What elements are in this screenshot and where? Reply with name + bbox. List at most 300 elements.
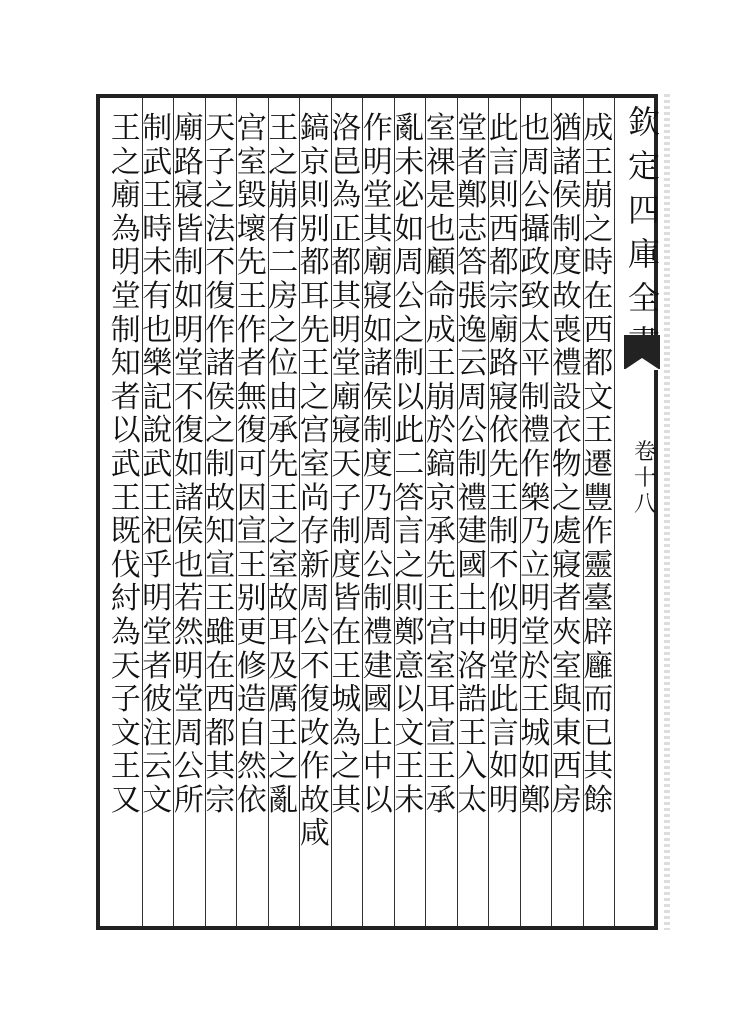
- character: 其: [331, 782, 362, 818]
- character: 宫: [236, 111, 267, 146]
- character: 禮: [457, 480, 488, 516]
- character: 之: [394, 547, 425, 583]
- character: 耳: [425, 682, 456, 718]
- character: 侯: [205, 379, 236, 415]
- character: 制: [110, 312, 141, 348]
- character: 修: [236, 648, 267, 684]
- character: 明: [173, 312, 204, 348]
- character: 城: [331, 682, 362, 718]
- character: 不: [173, 379, 204, 415]
- character: 則: [299, 178, 330, 214]
- character: 制: [331, 514, 362, 550]
- character: 王: [110, 111, 141, 146]
- character: 若: [173, 581, 204, 617]
- character: 命: [425, 278, 456, 314]
- character: 以: [394, 682, 425, 718]
- character: 中: [362, 749, 393, 785]
- character: 武: [142, 144, 173, 180]
- character: 承: [425, 514, 456, 550]
- character: 作: [205, 312, 236, 348]
- character: 制: [551, 211, 582, 247]
- character: 房: [268, 278, 299, 314]
- character: 耳: [299, 278, 330, 314]
- character: 以: [362, 782, 393, 818]
- character: 知: [110, 346, 141, 382]
- character: 室: [236, 144, 267, 180]
- character: 未: [394, 144, 425, 180]
- character: 在: [583, 278, 614, 314]
- character: 豐: [583, 480, 614, 516]
- character: 堂: [142, 614, 173, 650]
- character: 故: [268, 581, 299, 617]
- character: 王: [425, 346, 456, 382]
- character: 如: [488, 749, 519, 785]
- character: 張: [457, 278, 488, 314]
- character: 别: [299, 211, 330, 247]
- character: 王: [299, 346, 330, 382]
- character: 注: [142, 715, 173, 751]
- character: 改: [299, 715, 330, 751]
- character: 法: [205, 211, 236, 247]
- character: 不: [205, 245, 236, 281]
- character: 度: [551, 245, 582, 281]
- character: 武: [142, 446, 173, 482]
- character: 制: [362, 581, 393, 617]
- character: 卷: [633, 440, 656, 465]
- character: 政: [520, 245, 551, 281]
- character: 王: [488, 480, 519, 516]
- character: 二: [394, 446, 425, 482]
- character: 庫: [627, 235, 660, 273]
- character: 之: [268, 144, 299, 180]
- character: 作: [362, 111, 393, 146]
- character: 京: [425, 480, 456, 516]
- character: 禮: [520, 413, 551, 449]
- character: 之: [110, 144, 141, 180]
- character: 堂: [457, 111, 488, 146]
- character: 西: [205, 682, 236, 718]
- juan-number: [630, 440, 660, 518]
- character: 又: [110, 782, 141, 818]
- character: 存: [299, 514, 330, 550]
- character: 土: [457, 581, 488, 617]
- character: 厲: [268, 682, 299, 718]
- character: 之: [331, 749, 362, 785]
- character: 說: [142, 413, 173, 449]
- character: 王: [583, 413, 614, 449]
- character: 宣: [236, 514, 267, 550]
- character: 王: [268, 480, 299, 516]
- character: 度: [362, 446, 393, 482]
- character: 物: [551, 446, 582, 482]
- character: 不: [299, 648, 330, 684]
- character: 鄭: [520, 782, 551, 818]
- character: 之: [268, 514, 299, 550]
- character: 文: [142, 782, 173, 818]
- character: 十: [633, 466, 656, 491]
- character: 於: [520, 648, 551, 684]
- character: 廟: [488, 312, 519, 348]
- character: 公: [362, 547, 393, 583]
- character: 路: [173, 144, 204, 180]
- character: 云: [142, 749, 173, 785]
- character: 宫: [299, 413, 330, 449]
- character: 未: [142, 245, 173, 281]
- character: 寢: [331, 413, 362, 449]
- character: 顧: [425, 245, 456, 281]
- character: 崩: [268, 178, 299, 214]
- character: 意: [394, 648, 425, 684]
- character: 壞: [236, 211, 267, 247]
- character: 故: [205, 480, 236, 516]
- character: 天: [331, 446, 362, 482]
- character: 西: [488, 211, 519, 247]
- character: 答: [457, 245, 488, 281]
- character: 明: [110, 245, 141, 281]
- character: 廟: [362, 245, 393, 281]
- character: 成: [583, 111, 614, 146]
- character: 雖: [205, 614, 236, 650]
- character: 者: [110, 379, 141, 415]
- character: 堂: [520, 614, 551, 650]
- character: 者: [551, 581, 582, 617]
- character: 靈: [583, 547, 614, 583]
- character: 周: [362, 514, 393, 550]
- character: 乎: [142, 547, 173, 583]
- character: 之: [268, 312, 299, 348]
- character: 復: [205, 278, 236, 314]
- character: 也: [425, 211, 456, 247]
- character: 言: [394, 514, 425, 550]
- character: 如: [173, 446, 204, 482]
- character: 王: [425, 581, 456, 617]
- character: 在: [205, 648, 236, 684]
- character: 其: [362, 211, 393, 247]
- character: 皆: [173, 211, 204, 247]
- character: 鄭: [394, 614, 425, 650]
- character: 其: [583, 749, 614, 785]
- character: 作: [583, 514, 614, 550]
- character: 處: [551, 514, 582, 550]
- character: 先: [488, 446, 519, 482]
- character: 子: [331, 480, 362, 516]
- character: 之: [394, 312, 425, 348]
- character: 全: [627, 279, 660, 317]
- character: 别: [236, 581, 267, 617]
- character: 祀: [142, 514, 173, 550]
- character: 王: [583, 144, 614, 180]
- character: 之: [551, 480, 582, 516]
- character: 更: [236, 614, 267, 650]
- character: 制: [142, 111, 173, 146]
- character: 制: [362, 413, 393, 449]
- character: 堂: [488, 648, 519, 684]
- character: 之: [299, 379, 330, 415]
- character: 是: [425, 178, 456, 214]
- character: 王: [205, 581, 236, 617]
- character: 寢: [362, 278, 393, 314]
- character: 諸: [362, 346, 393, 382]
- character: 辟: [583, 614, 614, 650]
- character: 有: [268, 211, 299, 247]
- character: 廱: [583, 648, 614, 684]
- character: 於: [425, 413, 456, 449]
- character: 廟: [331, 379, 362, 415]
- character: 可: [236, 446, 267, 482]
- character: 之: [268, 749, 299, 785]
- character: 明: [362, 144, 393, 180]
- character: 王: [236, 278, 267, 314]
- character: 制: [520, 379, 551, 415]
- character: 王: [425, 749, 456, 785]
- character: 王: [142, 480, 173, 516]
- character: 王: [110, 480, 141, 516]
- character: 似: [488, 581, 519, 617]
- character: 樂: [520, 480, 551, 516]
- character: 堂: [362, 178, 393, 214]
- character: 也: [520, 111, 551, 146]
- character: 耳: [268, 614, 299, 650]
- character: 及: [268, 648, 299, 684]
- character: 四: [627, 191, 660, 229]
- character: 明: [331, 312, 362, 348]
- character: 時: [142, 211, 173, 247]
- character: 周: [457, 379, 488, 415]
- character: 西: [583, 312, 614, 348]
- character: 王: [268, 715, 299, 751]
- character: 如: [394, 211, 425, 247]
- character: 逸: [457, 312, 488, 348]
- character: 亂: [268, 782, 299, 818]
- character: 明: [173, 648, 204, 684]
- character: 王: [110, 749, 141, 785]
- character: 明: [520, 581, 551, 617]
- character: 依: [488, 413, 519, 449]
- character: 如: [173, 278, 204, 314]
- character: 則: [394, 581, 425, 617]
- character: 新: [299, 547, 330, 583]
- character: 咸: [299, 816, 330, 852]
- character: 有: [142, 278, 173, 314]
- character: 崩: [425, 379, 456, 415]
- character: 先: [425, 547, 456, 583]
- character: 也: [173, 547, 204, 583]
- character: 鎬: [299, 111, 330, 146]
- character: 周: [173, 715, 204, 751]
- character: 知: [205, 514, 236, 550]
- character: 建: [362, 648, 393, 684]
- character: 都: [331, 245, 362, 281]
- character: 廟: [110, 178, 141, 214]
- character: 王: [457, 715, 488, 751]
- character: 則: [488, 178, 519, 214]
- character: 天: [205, 111, 236, 146]
- character: 然: [236, 749, 267, 785]
- text-column: [103, 112, 149, 817]
- book-title-margin: [624, 100, 664, 364]
- character: 城: [520, 715, 551, 751]
- character: 以: [394, 379, 425, 415]
- character: 邑: [331, 144, 362, 180]
- character: 成: [425, 312, 456, 348]
- character: 設: [551, 379, 582, 415]
- character: 之: [583, 211, 614, 247]
- character: 自: [236, 715, 267, 751]
- character: 在: [331, 614, 362, 650]
- character: 公: [173, 749, 204, 785]
- character: 崩: [583, 178, 614, 214]
- character: 文: [394, 715, 425, 751]
- character: 制: [457, 446, 488, 482]
- character: 諸: [173, 480, 204, 516]
- character: 明: [142, 581, 173, 617]
- character: 侯: [551, 178, 582, 214]
- character: 餘: [583, 782, 614, 818]
- character: 所: [173, 782, 204, 818]
- character: 為: [110, 614, 141, 650]
- character: 言: [488, 144, 519, 180]
- character: 者: [236, 346, 267, 382]
- character: 堂: [173, 682, 204, 718]
- character: 時: [583, 245, 614, 281]
- character: 位: [268, 346, 299, 382]
- character: 云: [457, 346, 488, 382]
- character: 喪: [551, 312, 582, 348]
- character: 明: [488, 782, 519, 818]
- character: 宣: [425, 715, 456, 751]
- character: 祼: [425, 144, 456, 180]
- character: 王: [331, 648, 362, 684]
- character: 文: [110, 715, 141, 751]
- character: 堂: [173, 346, 204, 382]
- character: 鎬: [425, 446, 456, 482]
- character: 誥: [457, 682, 488, 718]
- character: 作: [236, 312, 267, 348]
- character: 衣: [551, 413, 582, 449]
- character: 承: [425, 782, 456, 818]
- character: 乃: [362, 480, 393, 516]
- character: 不: [488, 547, 519, 583]
- fishtail-mark-icon: [624, 335, 660, 369]
- character: 如: [520, 749, 551, 785]
- character: 作: [520, 446, 551, 482]
- character: 公: [299, 614, 330, 650]
- character: 王: [520, 682, 551, 718]
- character: 中: [457, 614, 488, 650]
- character: 遷: [583, 446, 614, 482]
- character: 公: [457, 413, 488, 449]
- character: 宫: [425, 614, 456, 650]
- character: 禮: [551, 346, 582, 382]
- character: 立: [520, 547, 551, 583]
- character: 此: [488, 111, 519, 146]
- character: 京: [299, 144, 330, 180]
- character: 堂: [110, 278, 141, 314]
- character: 必: [394, 178, 425, 214]
- character: 王: [268, 111, 299, 146]
- character: 皆: [331, 581, 362, 617]
- character: 武: [110, 446, 141, 482]
- character: 之: [205, 413, 236, 449]
- character: 紂: [110, 581, 141, 617]
- character: 故: [551, 278, 582, 314]
- character: 洛: [457, 648, 488, 684]
- character: 諸: [205, 346, 236, 382]
- character: 二: [268, 245, 299, 281]
- character: 與: [551, 682, 582, 718]
- character: 先: [236, 245, 267, 281]
- character: 周: [520, 144, 551, 180]
- character: 言: [488, 715, 519, 751]
- character: 太: [520, 312, 551, 348]
- character: 公: [394, 278, 425, 314]
- character: 者: [457, 144, 488, 180]
- character: 都: [488, 245, 519, 281]
- character: 都: [205, 715, 236, 751]
- character: 周: [394, 245, 425, 281]
- character: 王: [236, 547, 267, 583]
- character: 鄭: [457, 178, 488, 214]
- character: 復: [299, 682, 330, 718]
- character: 正: [331, 211, 362, 247]
- character: 公: [520, 178, 551, 214]
- character: 國: [362, 682, 393, 718]
- character: 東: [551, 715, 582, 751]
- character: 此: [488, 682, 519, 718]
- character: 如: [362, 312, 393, 348]
- character: 作: [299, 749, 330, 785]
- character: 尚: [299, 480, 330, 516]
- character: 子: [110, 682, 141, 718]
- character: 造: [236, 682, 267, 718]
- character: 平: [520, 346, 551, 382]
- character: 亂: [394, 111, 425, 146]
- character: 先: [268, 446, 299, 482]
- page-edge: [664, 94, 670, 930]
- character: 入: [457, 749, 488, 785]
- character: 彼: [142, 682, 173, 718]
- character: 無: [236, 379, 267, 415]
- character: 路: [488, 346, 519, 382]
- character: 故: [299, 782, 330, 818]
- character: 侯: [173, 514, 204, 550]
- character: 室: [268, 547, 299, 583]
- character: 定: [627, 147, 660, 185]
- character: 寢: [488, 379, 519, 415]
- character: 為: [331, 178, 362, 214]
- character: 侯: [362, 379, 393, 415]
- character: 建: [457, 514, 488, 550]
- character: 此: [394, 413, 425, 449]
- character: 天: [110, 648, 141, 684]
- character: 臺: [583, 581, 614, 617]
- character: 國: [457, 547, 488, 583]
- character: 而: [583, 682, 614, 718]
- character: 王: [142, 178, 173, 214]
- character: 制: [205, 446, 236, 482]
- character: 太: [457, 782, 488, 818]
- character: 室: [299, 446, 330, 482]
- character: 其: [331, 278, 362, 314]
- character: 樂: [142, 346, 173, 382]
- character: 夾: [551, 614, 582, 650]
- character: 攝: [520, 211, 551, 247]
- character: 八: [633, 492, 656, 517]
- character: 其: [205, 749, 236, 785]
- character: 因: [236, 480, 267, 516]
- character: 答: [394, 480, 425, 516]
- character: 猶: [551, 111, 582, 146]
